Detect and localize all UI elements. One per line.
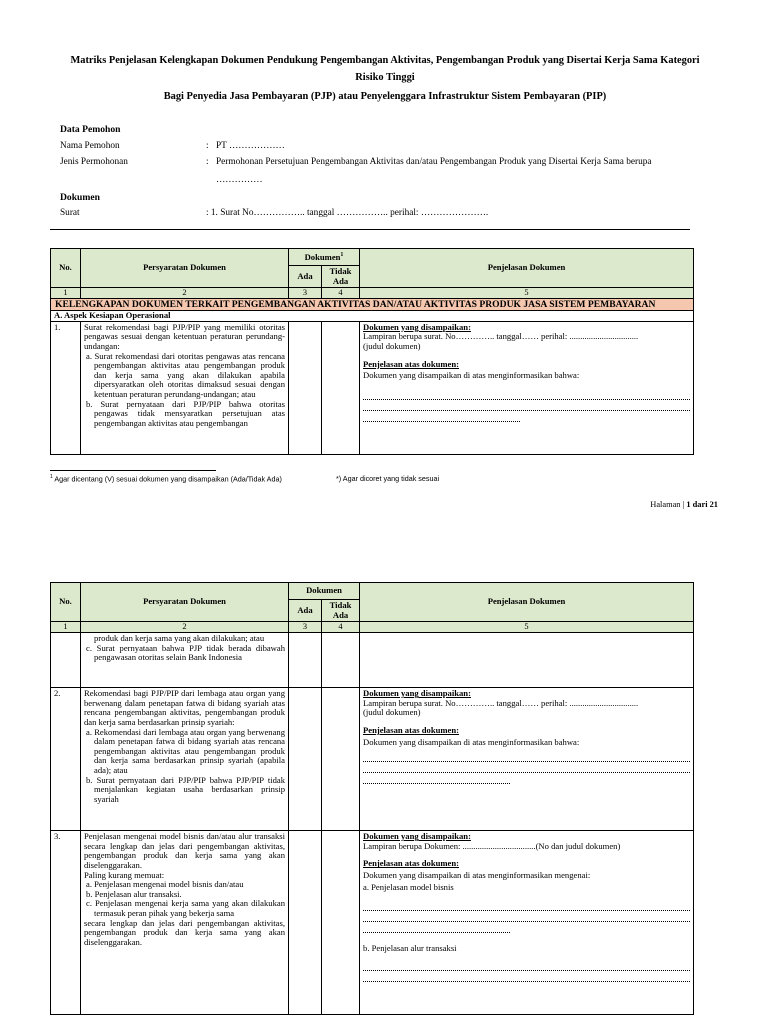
footnote-1: $^1$ Agar dicentang (V) sesuai dokumen yang disampaikan (Ada/Tidak Ada)	[50, 474, 282, 484]
document-title-line3: Bagi Penyedia Jasa Pembayaran (PJP) atau Penyelenggara Infrastruktur Sistem Pembayaran (PIP)	[163, 91, 607, 102]
document-title-line2: Risiko Tinggi	[355, 72, 415, 83]
ada-checkbox-cell[interactable]	[289, 831, 322, 1015]
section-heading: KELENGKAPAN DOKUMEN TERKAIT PENGEMBANGAN AKTIVITAS DAN/ATAU AKTIVITAS PRODUK JASA SISTEM PEMBAYARAN	[51, 299, 694, 311]
table-row	[51, 831, 694, 1015]
header-ada: Ada	[289, 266, 322, 288]
ada-checkbox-cell[interactable]	[289, 688, 322, 831]
jenis-permohonan-value-cont: ……………	[216, 175, 263, 185]
requirement-cell: Rekomendasi bagi PJP/PIP dari lembaga atau organ yang berwenang dalam penetapan fatwa di bidang syariah atas rencana pengembangan aktivitas, pengembangan produk dan kerja sama berdasarkan prinsip syariah: a. Rekomendasi dari lembaga atau organ yang berwenang dalam penetapan fatwa di bidang syariah atas rencana pengembangan aktivitas atau pengembangan produk dan kerja sama berdasarkan prinsip syariah (apabila ada); atau b. Surat pernyataan dari PJP/PIP bahwa PJP/PIP tidak menjalankan kegiatan usaha berdasarkan prinsip syariah	[81, 688, 289, 831]
header-tidak-ada: Tidak Ada	[322, 600, 360, 622]
row-number: 1.	[51, 321, 81, 454]
row-number: 2.	[51, 688, 81, 831]
row-number: 3.	[51, 831, 81, 1015]
col-num: 2	[81, 622, 289, 633]
header-persyaratan: Persyaratan Dokumen	[81, 249, 289, 288]
col-num: 1	[51, 288, 81, 299]
tidak-ada-checkbox-cell[interactable]	[322, 831, 360, 1015]
header-dokumen: Dokumen	[289, 583, 360, 600]
tidak-ada-checkbox-cell[interactable]	[322, 321, 360, 454]
matrix-table-page2	[50, 582, 694, 1015]
requirement-cell: Surat rekomendasi bagi PJP/PIP yang memiliki otoritas pengawas sesuai dengan ketentuan peraturan perundang-undangan: a. Surat rekomendasi dari otoritas pengawas atas rencana pengembangan aktivitas atau pengembangan produk dan kerja sama yang akan dilakukan apabila dipersyaratkan oleh otoritas dimaksud sesuai dengan ketentuan peraturan perundang-undangan; atau b. Surat pernyataan dari PJP/PIP bahwa otoritas pengawas tidak mensyaratkan persetujuan atas pengembangan aktivitas atau pengembangan	[81, 321, 289, 454]
header-penjelasan: Penjelasan Dokumen	[360, 583, 694, 622]
colon: :	[206, 157, 209, 167]
colon: :	[206, 141, 209, 151]
footnote-2: *) Agar dicoret yang tidak sesuai	[336, 474, 440, 483]
table-row	[51, 688, 694, 831]
requirement-cell: produk dan kerja sama yang akan dilakukan; atau c. Surat pernyataan bahwa PJP tidak berada dibawah pengawasan otoritas selain Bank Indonesia	[81, 633, 289, 688]
col-num: 3	[289, 622, 322, 633]
col-num: 4	[322, 288, 360, 299]
header-ada: Ada	[289, 600, 322, 622]
header-dokumen: Dokumen$^1$	[289, 249, 360, 266]
header-penjelasan: Penjelasan Dokumen	[360, 249, 694, 288]
jenis-permohonan-value: Permohonan Persetujuan Pengembangan Aktivitas dan/atau Pengembangan Produk yang Disertai Kerja Sama berupa	[216, 157, 652, 167]
header-no: No.	[51, 583, 81, 622]
divider	[50, 229, 690, 230]
explanation-cell: Dokumen yang disampaikan: Lampiran berupa surat. No………….. tanggal…… perihal: ................................ (judul dokumen) Penjelasan atas dokumen: Dokumen yang disampaikan di atas menginformasikan bahwa:	[360, 688, 694, 831]
header-no: No.	[51, 249, 81, 288]
ada-checkbox-cell[interactable]	[289, 633, 322, 688]
tidak-ada-checkbox-cell[interactable]	[322, 633, 360, 688]
explanation-cell: Dokumen yang disampaikan: Lampiran berupa surat. No………….. tanggal…… perihal: ................................ (judul dokumen) Penjelasan atas dokumen: Dokumen yang disampaikan di atas menginformasikan bahwa:	[360, 321, 694, 454]
table-row	[51, 321, 694, 454]
col-num: 5	[360, 622, 694, 633]
surat-label: Surat	[60, 208, 80, 218]
header-tidak-ada: Tidak Ada	[322, 266, 360, 288]
dokumen-heading: Dokumen	[60, 192, 100, 203]
col-num: 4	[322, 622, 360, 633]
ada-checkbox-cell[interactable]	[289, 321, 322, 454]
table-row	[51, 633, 694, 688]
col-num: 5	[360, 288, 694, 299]
matrix-table-page1	[50, 248, 694, 455]
page-number: Halaman | 1 dari 21	[650, 500, 718, 509]
col-num: 2	[81, 288, 289, 299]
col-num: 1	[51, 622, 81, 633]
explanation-cell: Dokumen yang disampaikan: Lampiran berupa Dokumen: ..................................(No dan judul dokumen) Penjelasan atas dokumen: Dokumen yang disampaikan di atas menginformasikan mengenai: a. Penjelasan model bisnis b. Penjelasan alur transaksi	[360, 831, 694, 1015]
jenis-permohonan-label: Jenis Permohonan	[60, 157, 128, 167]
nama-pemohon-value: PT ………………	[216, 141, 285, 151]
document-title-line1: Matriks Penjelasan Kelengkapan Dokumen Pendukung Pengembangan Aktivitas, Pengembangan Produk yang Disertai Kerja Sama Kategori	[70, 55, 700, 66]
footnote-divider	[50, 470, 216, 471]
col-num: 3	[289, 288, 322, 299]
tidak-ada-checkbox-cell[interactable]	[322, 688, 360, 831]
surat-value: : 1. Surat No…………….. tanggal …………….. perihal: ………………….	[206, 208, 489, 218]
subsection-heading: A. Aspek Kesiapan Operasional	[51, 311, 694, 322]
data-pemohon-heading: Data Pemohon	[60, 124, 121, 135]
requirement-cell: Penjelasan mengenai model bisnis dan/atau alur transaksi secara lengkap dan jelas dari pengembangan aktivitas, pengembangan produk dan kerja sama yang akan diselenggarakan. Paling kurang memuat: a. Penjelasan mengenai model bisnis dan/atau b. Penjelasan alur transaksi. c. Penjelasan mengenai kerja sama yang akan dilakukan termasuk peran pihak yang bekerja sama secara lengkap dan jelas dari pengembangan aktivitas, pengembangan produk dan kerja sama yang akan diselenggarakan.	[81, 831, 289, 1015]
header-persyaratan: Persyaratan Dokumen	[81, 583, 289, 622]
nama-pemohon-label: Nama Pemohon	[60, 141, 120, 151]
